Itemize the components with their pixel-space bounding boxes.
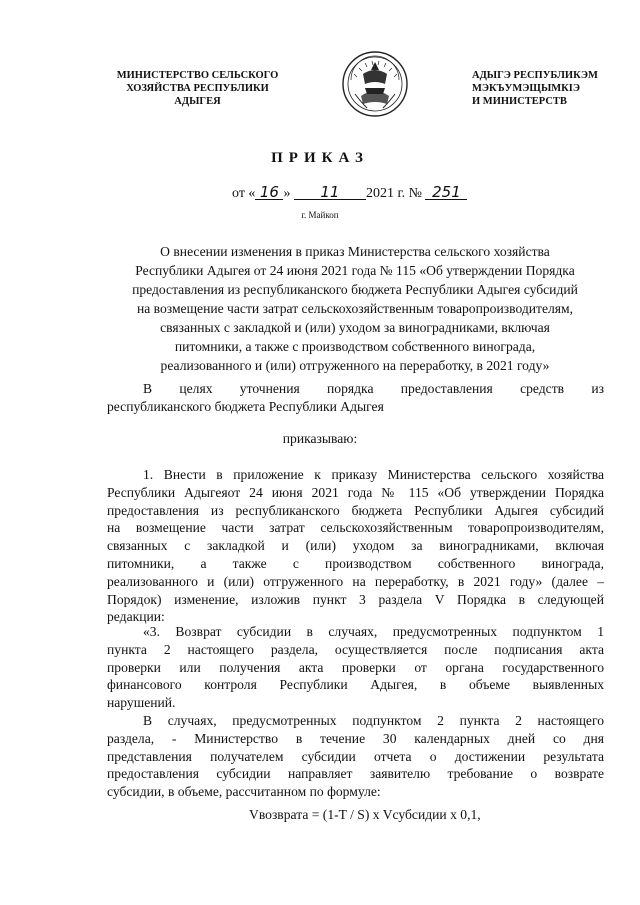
ministry-name-russian [105,69,290,108]
text-line: редакции: [107,609,165,625]
handwritten-month: 11 [294,185,366,200]
heading-line: О внесении изменения в приказ Министерства сельского хозяйства [160,244,550,259]
handwritten-number: 251 [425,185,467,200]
heading-line: на возмещение части затрат сельскохозяйственным товаропроизводителям, [136,301,574,316]
date-mid: » [283,186,291,201]
text-line: В случаях, предусмотренных подпунктом 2 пункта 2 настоящего [143,713,604,728]
heading-line: питомники, а также с производством собственного винограда, [174,339,536,354]
refund-formula: Vвозврата = (1-T / S) x Vсубсидии x 0,1, [249,807,481,822]
text-line: субсидии, в объеме, рассчитанном по формуле: [107,784,381,800]
text-line: финансового контроля Республики Адыгея, в объеме выявленных [107,677,604,693]
order-word: приказываю: [282,431,358,446]
order-heading [100,242,610,375]
org-line: МЭКЪУМЭЩЫМКIЭ [472,83,580,94]
heading-line: предоставления из республиканского бюджета Республики Адыгея субсидий [132,282,578,297]
org-line: АДЫГЕЯ [174,96,221,107]
preamble-paragraph [107,380,604,416]
item-1-paragraph [107,466,604,626]
date-number-line [232,185,467,202]
org-line: ХОЗЯЙСТВА РЕСПУБЛИКИ [126,83,269,94]
heading-line: Республики Адыгея от 24 июня 2021 года № 115 «Об утверждении Порядка [135,263,575,278]
text-line: реализованного и (или) отгруженного на переработку, в 2021 году» (далее – [107,573,604,589]
text-line: предоставления из республиканского бюджета Республики Адыгея субсидий [107,502,604,518]
text-line: пункта 2 настоящего раздела, осуществляется после подписания акта [107,641,604,657]
text-line: В целях уточнения порядка предоставления средств из [143,381,604,396]
date-year: 2021 г. [365,186,406,201]
org-line: И МИНИСТЕРСТВ [472,96,567,107]
text-line: «3. Возврат субсидии в случаях, предусмотренных подпунктом 1 [143,624,604,639]
text-line: Порядок) изменение, изложив пункт 3 раздела V Порядка в следующей [107,591,604,607]
text-line: республиканского бюджета Республики Адыгея [107,398,384,414]
text-line: проверки или получения акта проверки от органа государственного [107,659,604,675]
heading-line: реализованного и (или) отгруженного на переработку, в 2021 году» [160,358,550,373]
city-label: г. Майкоп [301,210,339,220]
text-line: нарушений. [107,695,176,711]
ministry-name-adyghe [472,69,640,108]
text-line: на возмещение части затрат сельскохозяйственным товаропроизводителям, [107,520,604,536]
org-line: МИНИСТЕРСТВО СЕЛЬСКОГО [116,70,279,81]
adygea-coat-of-arms-icon [341,50,409,118]
heading-line: связанных с закладкой и (или) уходом за виноградниками, включая [160,320,550,335]
quoted-clause-3 [107,623,604,712]
text-line: раздела, - Министерство в течение 30 календарных дней со дня [107,730,604,746]
text-line: связанных с закладкой и (или) уходом за виноградниками, включая [107,538,604,554]
date-prefix: от « [232,186,256,201]
handwritten-day: 16 [255,185,283,200]
text-line: питомники, а также с производством собственного винограда, [107,555,604,571]
org-line: АДЫГЭ РЕСПУБЛИКЭМ [472,70,598,81]
subpoint-2-paragraph [107,712,604,801]
text-line: 1. Внести в приложение к приказу Министерства сельского хозяйства [143,467,604,482]
text-line: представления получателем субсидии отчета о достижении результата [107,748,604,764]
document-title: ПРИКАЗ [271,150,369,166]
number-label: № [408,186,422,201]
text-line: предоставления субсидии направляет заявителю требование о возврате [107,766,604,782]
text-line: Республики Адыгеяот 24 июня 2021 года № 115 «Об утверждении Порядка [107,484,604,500]
